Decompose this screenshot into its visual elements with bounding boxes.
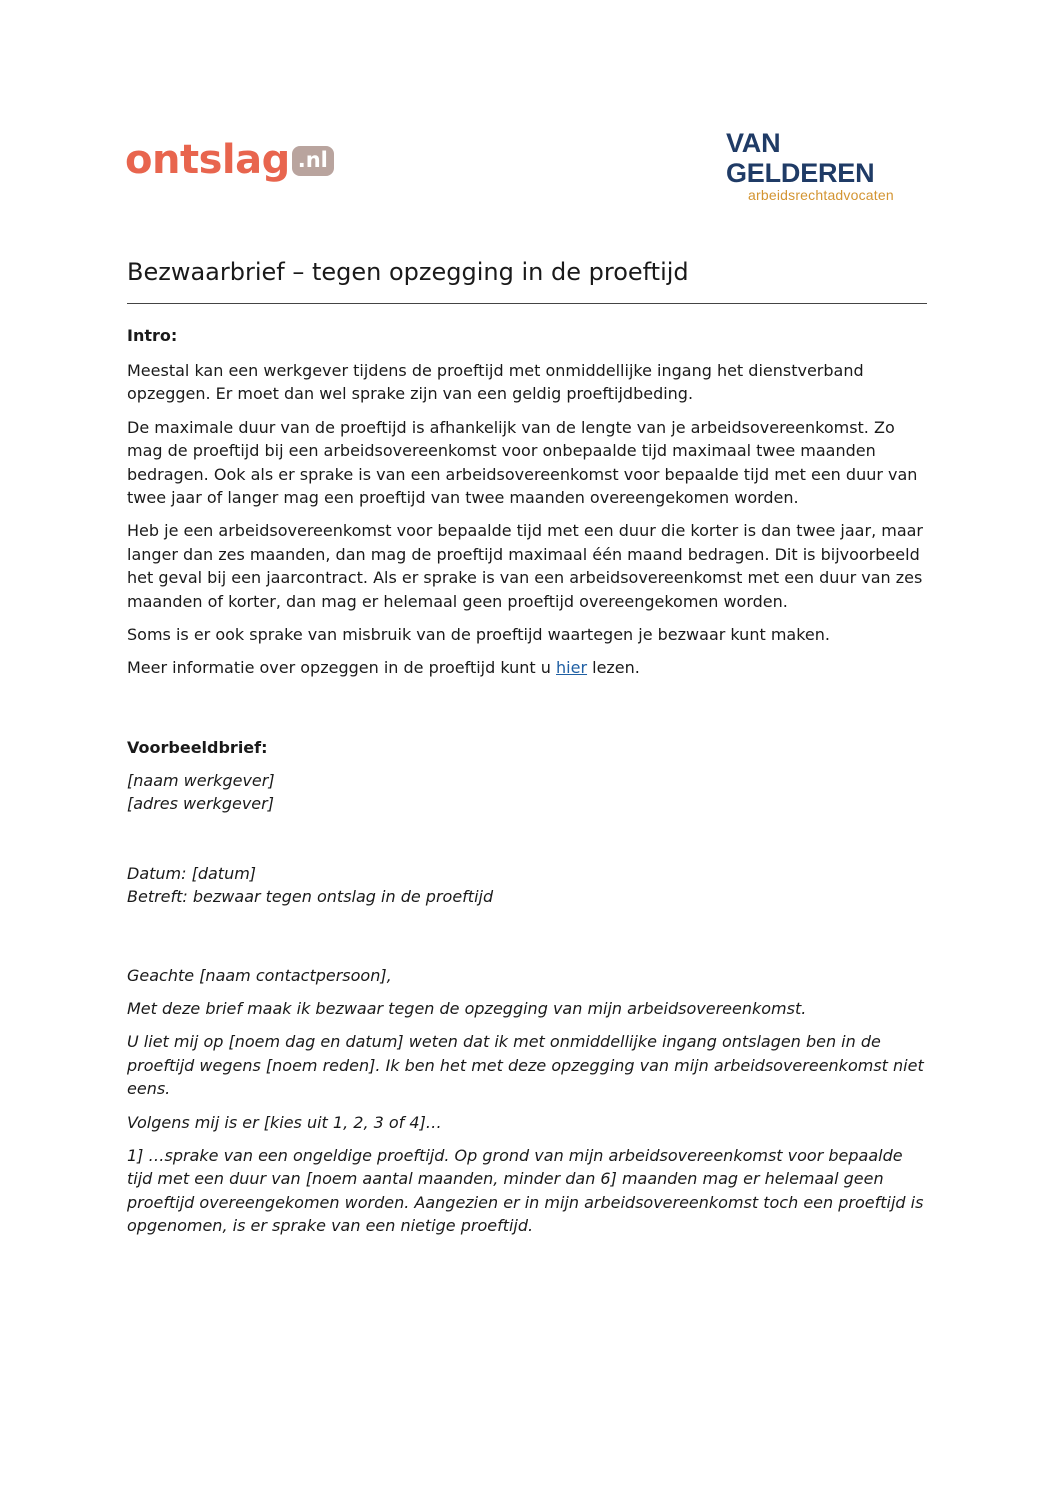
ontslag-logo-tld: .nl xyxy=(292,146,334,176)
letter-spacer xyxy=(127,909,927,964)
more-info-link[interactable]: hier xyxy=(556,658,588,678)
ontslag-nl-logo xyxy=(125,128,334,183)
more-info-text-end: lezen. xyxy=(587,658,640,678)
employer-name: [naam werkgever] xyxy=(127,770,275,790)
document-body xyxy=(127,255,927,1248)
intro-section xyxy=(127,324,927,680)
example-heading: Voorbeeldbrief: xyxy=(127,737,268,757)
title-divider xyxy=(127,303,927,304)
letter-spacer xyxy=(127,816,927,862)
document-title: Bezwaarbrief – tegen opzegging in de proeftijd xyxy=(127,258,689,286)
example-letter-section xyxy=(127,736,927,1238)
section-spacer xyxy=(127,690,927,736)
example-letter xyxy=(127,769,927,1238)
van-gelderen-logo-name: VAN GELDEREN xyxy=(726,128,875,188)
van-gelderen-logo xyxy=(726,128,926,202)
ontslag-logo-word: ontslag xyxy=(125,137,290,183)
page-header xyxy=(0,0,1058,203)
intro-paragraph-1: Meestal kan een werkgever tijdens de proeftijd met onmiddellijke ingang het dienstverband opzeggen. Er moet dan wel sprake zijn van een geldig proeftijdbeding. xyxy=(127,361,864,404)
letter-paragraph-2: U liet mij op [noem dag en datum] weten dat ik met onmiddellijke ingang ontslagen ben in de proeftijd wegens [noem reden]. Ik ben het met deze opzegging van mijn arbeidsovereenkomst niet eens. xyxy=(127,1032,924,1099)
intro-heading: Intro: xyxy=(127,326,178,345)
letter-paragraph-4: 1] …sprake van een ongeldige proeftijd. Op grond van mijn arbeidsovereenkomst voor bepaalde tijd met een duur van [noem aantal maanden, minder dan 6] maanden mag er helemaal geen proeftijd overeengekomen worden. Aangezien er in mijn arbeidsovereenkomst toch een proeftijd is opgenomen, is er sprake van een nietige proeftijd. xyxy=(127,1145,924,1236)
subject-line: Betreft: bezwaar tegen ontslag in de proeftijd xyxy=(127,887,494,907)
more-info-text: Meer informatie over opzeggen in de proeftijd kunt u xyxy=(127,658,557,678)
letter-paragraph-1: Met deze brief maak ik bezwaar tegen de opzegging van mijn arbeidsovereenkomst. xyxy=(127,998,807,1018)
intro-paragraph-2: De maximale duur van de proeftijd is afhankelijk van de lengte van je arbeidsovereenkomst. Zo mag de proeftijd bij een arbeidsovereenkomst voor onbepaalde tijd maximaal twee maanden bedragen. Ook als er sprake is van een arbeidsovereenkomst voor bepaalde tijd met een duur van twee jaar of langer mag een proeftijd van twee maanden overeengekomen worden. xyxy=(127,417,918,508)
letter-paragraph-3: Volgens mij is er [kies uit 1, 2, 3 of 4]… xyxy=(127,1112,442,1132)
van-gelderen-logo-subtitle: arbeidsrechtadvocaten xyxy=(748,187,894,203)
date-line: Datum: [datum] xyxy=(127,863,257,883)
employer-address: [adres werkgever] xyxy=(127,794,274,814)
intro-paragraph-3: Heb je een arbeidsovereenkomst voor bepaalde tijd met een duur die korter is dan twee jaar, maar langer dan zes maanden, dan mag de proeftijd maximaal één maand bedragen. Dit is bijvoorbeeld het geval bij een jaarcontract. Als er sprake is van een arbeidsovereenkomst met een duur van zes maanden of korter, dan mag er helemaal geen proeftijd overeengekomen worden. xyxy=(127,521,924,611)
salutation: Geachte [naam contactpersoon], xyxy=(127,965,392,985)
intro-paragraph-4: Soms is er ook sprake van misbruik van de proeftijd waartegen je bezwaar kunt maken. xyxy=(127,625,830,645)
intro-paragraph-5 xyxy=(127,656,927,679)
